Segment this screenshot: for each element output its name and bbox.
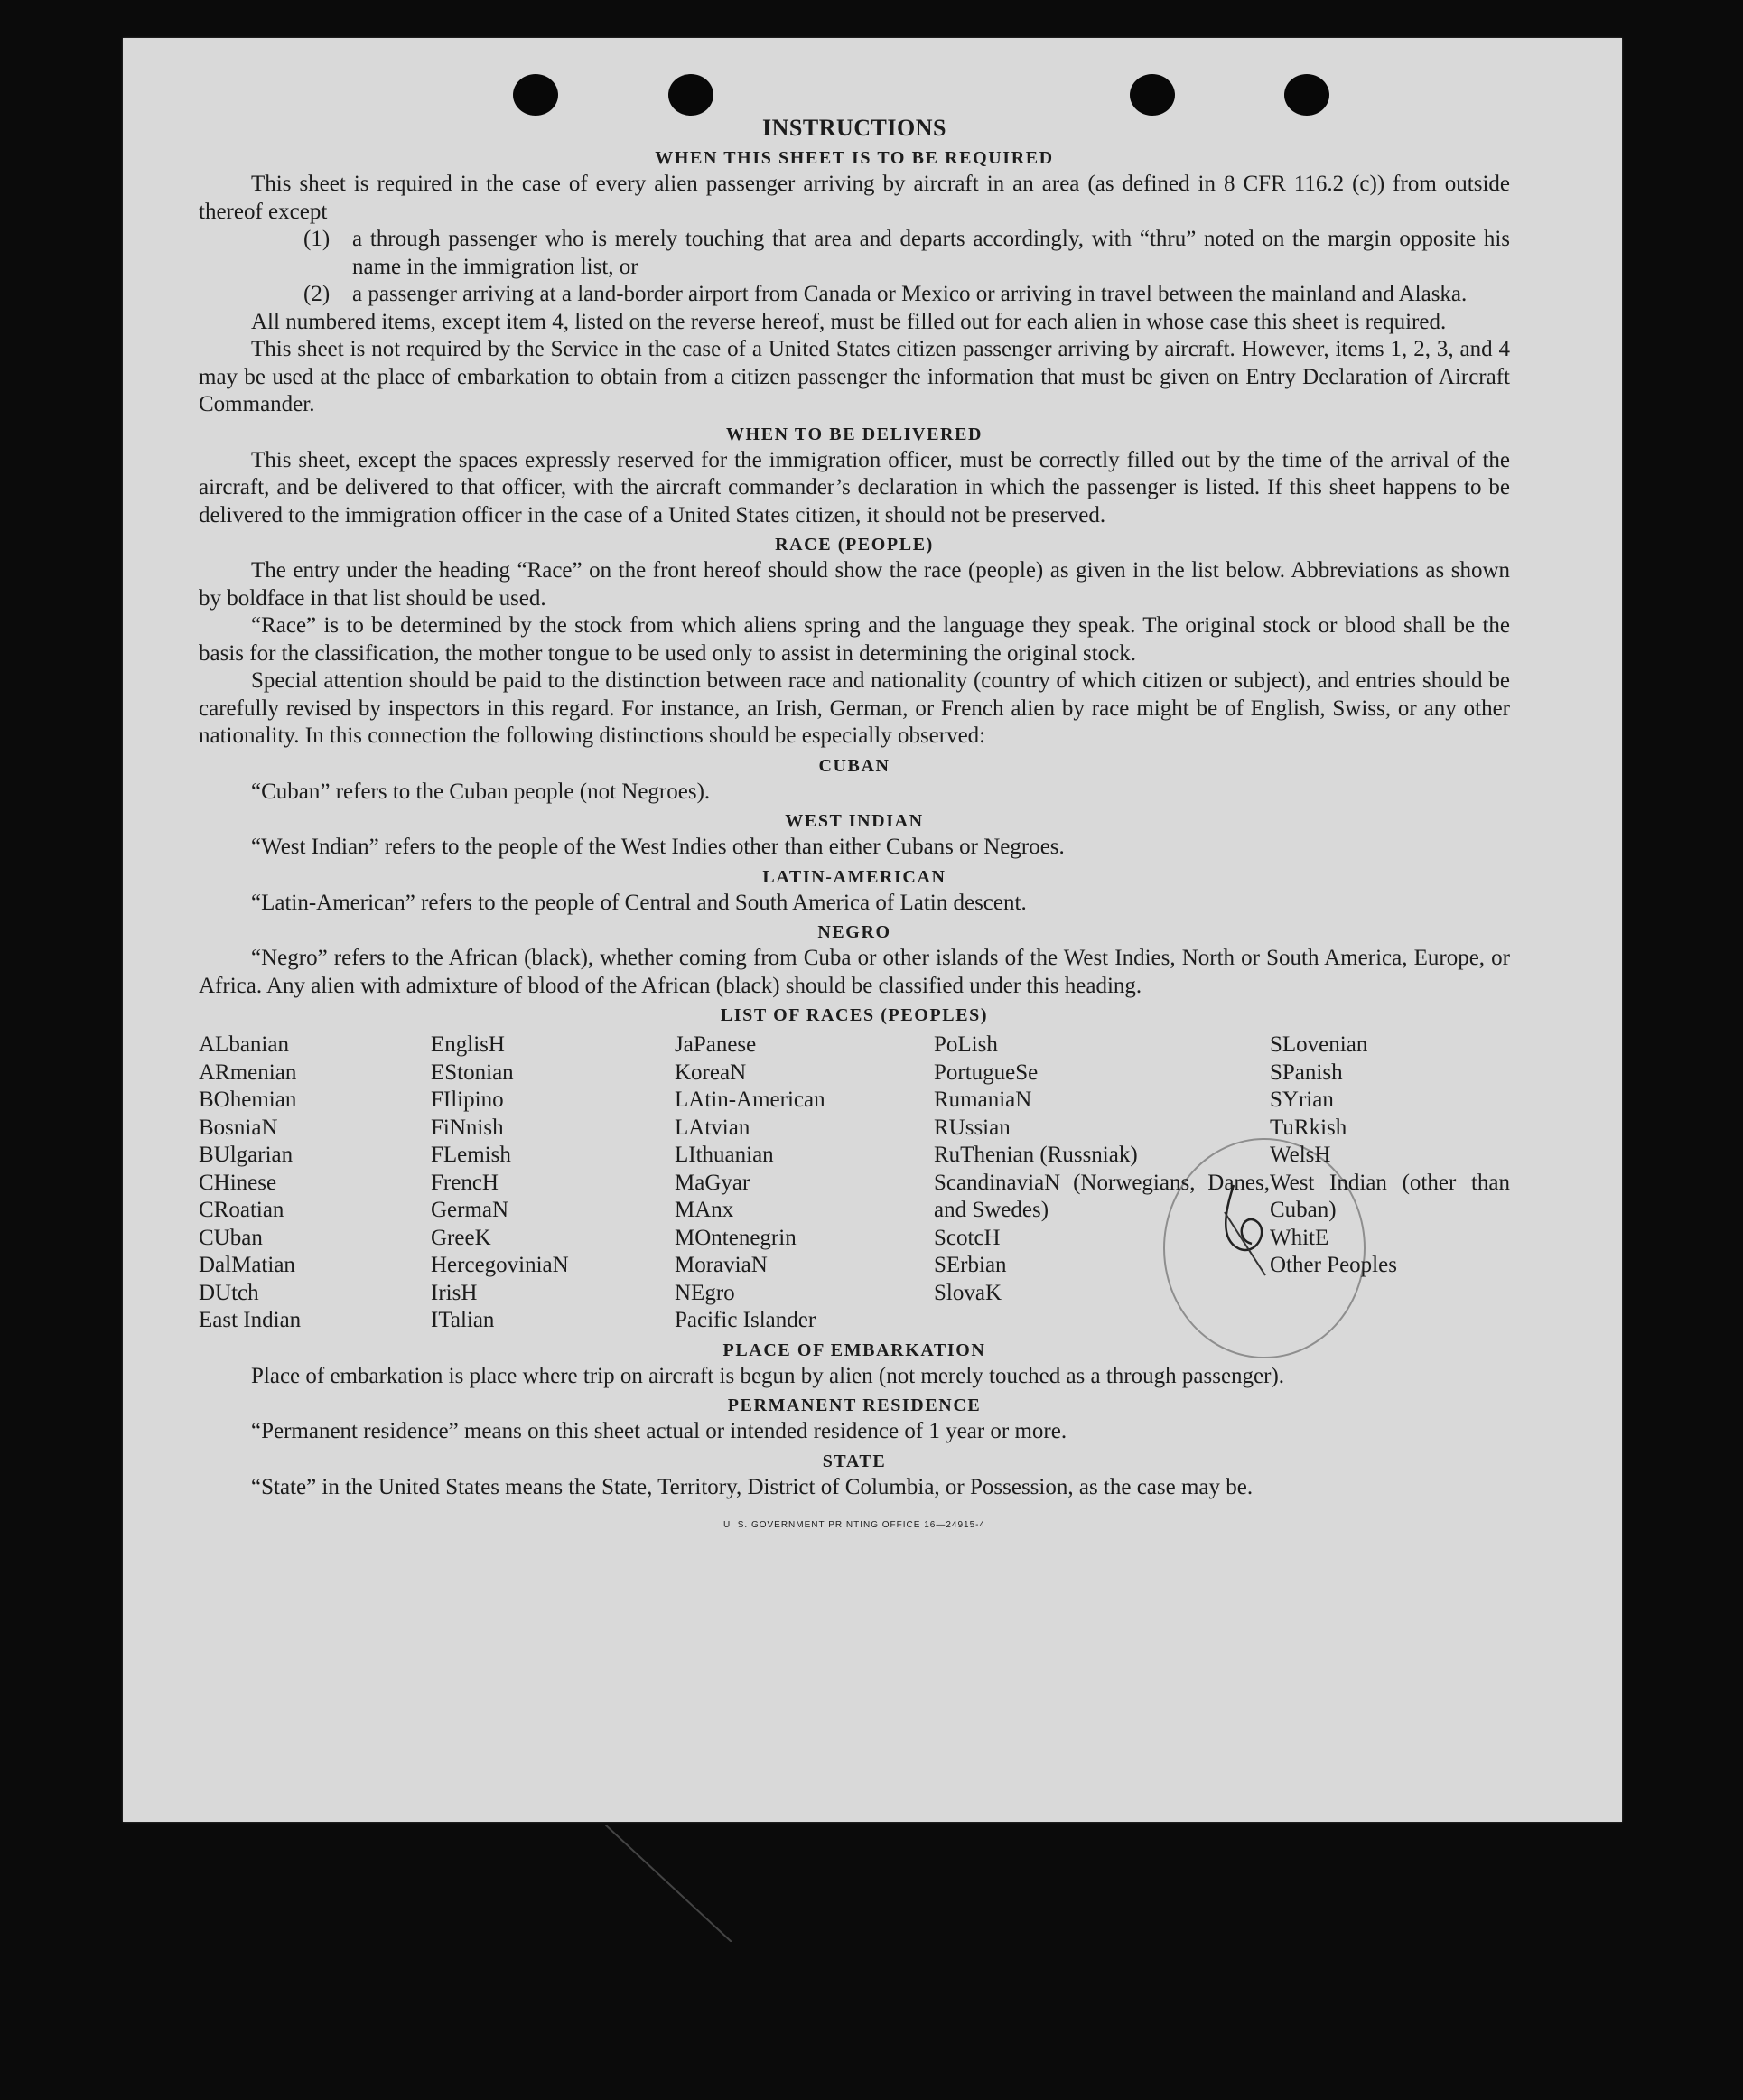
section-heading-race: RACE (PEOPLE) (775, 535, 934, 555)
race-entry: ITalian (431, 1308, 495, 1332)
race-entry: PoLish (934, 1032, 998, 1057)
race-entry: CHinese (199, 1170, 277, 1195)
race-entry: MoraviaN (675, 1253, 768, 1277)
race-entry: DUtch (199, 1280, 259, 1305)
item-number: (2) (303, 282, 331, 306)
state-text: “State” in the United States means the State, Territory, District of Columbia, or Possession, as the case may be. (251, 1474, 1254, 1499)
definition-heading: LATIN-AMERICAN (762, 866, 946, 887)
race-entry: IrisH (431, 1280, 478, 1305)
required-para-2: All numbered items, except item 4, listed on the reverse hereof, must be filled out for each alien in whose case this sheet is required. (251, 309, 1447, 334)
race-entry: GermaN (431, 1198, 509, 1222)
races-column (934, 1031, 1270, 1335)
race-para-2: “Race” is to be determined by the stock from which aliens spring and the language they speak. The original stock or blood shall be the basis for the classification, the mother tongue to be used only to assist in determining the original stock. (199, 613, 1510, 666)
printing-office-imprint: U. S. GOVERNMENT PRINTING OFFICE 16—24915-4 (722, 1520, 986, 1530)
exception-item (303, 281, 1510, 309)
required-intro: This sheet is required in the case of every alien passenger arriving by aircraft in an area (as defined in 8 CFR 116.2 (c)) from outside thereof except (199, 172, 1510, 224)
race-entry: ARmenian (199, 1059, 297, 1085)
race-entry: HercegoviniaN (431, 1253, 569, 1277)
definition-text: “Latin-American” refers to the people of Central and South America of Latin descent. (251, 890, 1027, 915)
races-column (431, 1031, 675, 1335)
race-entry: GreeK (431, 1225, 491, 1250)
race-entry: East Indian (199, 1308, 302, 1332)
race-entry: FIlipino (431, 1087, 504, 1112)
section-heading-residence: PERMANENT RESIDENCE (727, 1395, 982, 1415)
section-heading-state: STATE (822, 1451, 887, 1471)
race-entry: FLemish (431, 1143, 511, 1167)
residence-text: “Permanent residence” means on this sheet actual or intended residence of 1 year or more. (251, 1419, 1067, 1443)
race-entry: KoreaN (675, 1059, 747, 1085)
section-heading-embarkation: PLACE OF EMBARKATION (722, 1339, 986, 1360)
race-entry: ScandinaviaN (Norwegians, Danes, and Swedes) (934, 1170, 1270, 1222)
race-entry: NEgro (675, 1280, 735, 1305)
section-heading-required: WHEN THIS SHEET IS TO BE REQUIRED (655, 148, 1054, 168)
embarkation-text: Place of embarkation is place where trip on aircraft is begun by alien (not merely touched as a through passenger). (251, 1363, 1285, 1388)
race-entry: CRoatian (199, 1198, 284, 1222)
race-entry: SYrian (1270, 1087, 1334, 1112)
race-entry: RUssian (934, 1115, 1011, 1140)
definition-text: “Negro” refers to the African (black), whether coming from Cuba or other islands of the West Indies, North or South America, Europe, or Africa. Any alien with admixture of blood of the African (black) should be classified under this heading. (199, 946, 1510, 998)
races-column (1270, 1031, 1510, 1335)
race-entry: Other Peoples (1270, 1253, 1397, 1277)
race-entry: LAtvian (675, 1115, 750, 1140)
race-entry: PortugueSe (934, 1059, 1039, 1085)
race-entry: MAnx (675, 1198, 734, 1222)
item-text: a passenger arriving at a land-border airport from Canada or Mexico or arriving in travel between the mainland and Alaska. (352, 282, 1468, 306)
race-entry: WhitE (1270, 1225, 1329, 1250)
instructions-content (199, 110, 1510, 1540)
race-entry: EStonian (431, 1059, 514, 1085)
page-title: INSTRUCTIONS (762, 115, 946, 141)
race-entry: BosniaN (199, 1115, 278, 1140)
race-entry: FiNnish (431, 1115, 504, 1140)
races-column (675, 1031, 934, 1335)
race-entry: SErbian (934, 1253, 1007, 1277)
race-entry: ScotcH (934, 1225, 1001, 1250)
required-para-3: This sheet is not required by the Service in the case of a United States citizen passenger arriving by aircraft. However, items 1, 2, 3, and 4 may be used at the place of embarkation to obtain from a citizen passenger the information that must be given on Entry Declaration of Aircraft Commander. (199, 337, 1510, 416)
race-entry: ALbanian (199, 1032, 289, 1057)
race-entry: Pacific Islander (675, 1308, 816, 1332)
race-entry: MOntenegrin (675, 1225, 797, 1250)
definition-text: “West Indian” refers to the people of the West Indies other than either Cubans or Negroes. (251, 835, 1065, 859)
definition-heading: NEGRO (817, 922, 891, 942)
race-entry: SlovaK (934, 1280, 1002, 1305)
races-list (199, 1031, 1510, 1335)
race-entry: JaPanese (675, 1032, 757, 1057)
race-entry: LIthuanian (675, 1143, 774, 1167)
delivered-text: This sheet, except the spaces expressly reserved for the immigration officer, must be correctly filled out by the time of the arrival of the aircraft, and be delivered to that officer, with the aircraft commander’s declaration in which the passenger is listed. If this sheet happens to be delivered to the immigration officer in the case of a United States citizen, it should not be preserved. (199, 447, 1510, 527)
race-entry: EnglisH (431, 1032, 505, 1057)
race-entry: SPanish (1270, 1059, 1343, 1085)
exception-item (303, 226, 1510, 281)
race-entry: RumaniaN (934, 1087, 1032, 1112)
definition-text: “Cuban” refers to the Cuban people (not Negroes). (251, 779, 711, 804)
document-sheet (123, 38, 1622, 1822)
race-entry: MaGyar (675, 1170, 750, 1195)
race-para-3: Special attention should be paid to the distinction between race and nationality (country of which citizen or subject), and entries should be carefully revised by inspectors in this regard. For instance, an Irish, German, or French alien by race might be of English, Swiss, or any other nationality. In this connection the following distinctions should be especially observed: (199, 668, 1510, 748)
race-entry: DalMatian (199, 1253, 295, 1277)
race-entry: WelsH (1270, 1143, 1331, 1167)
race-entry: BOhemian (199, 1087, 297, 1112)
race-entry: SLovenian (1270, 1032, 1368, 1057)
item-number: (1) (303, 227, 331, 251)
definition-heading: WEST INDIAN (785, 811, 924, 831)
race-entry: BUlgarian (199, 1143, 294, 1167)
list-of-races-heading: LIST OF RACES (PEOPLES) (720, 1005, 989, 1025)
race-entry: RuThenian (Russniak) (934, 1143, 1138, 1167)
race-para-1: The entry under the heading “Race” on the front hereof should show the race (people) as given in the list below. Abbreviations as shown by boldface in that list should be used. (199, 558, 1510, 611)
race-entry: CUban (199, 1225, 263, 1250)
race-entry: TuRkish (1270, 1115, 1347, 1140)
races-column (199, 1031, 431, 1335)
definition-heading: CUBAN (818, 755, 890, 776)
section-heading-delivered: WHEN TO BE DELIVERED (725, 424, 983, 444)
scratch-mark (605, 1825, 732, 1942)
item-text: a through passenger who is merely touching that area and departs accordingly, with “thru” noted on the margin opposite his name in the immigration list, or (352, 227, 1510, 279)
race-entry: FrencH (431, 1170, 499, 1195)
race-entry: LAtin-American (675, 1087, 825, 1112)
race-entry: West Indian (other than Cuban) (1270, 1170, 1511, 1222)
